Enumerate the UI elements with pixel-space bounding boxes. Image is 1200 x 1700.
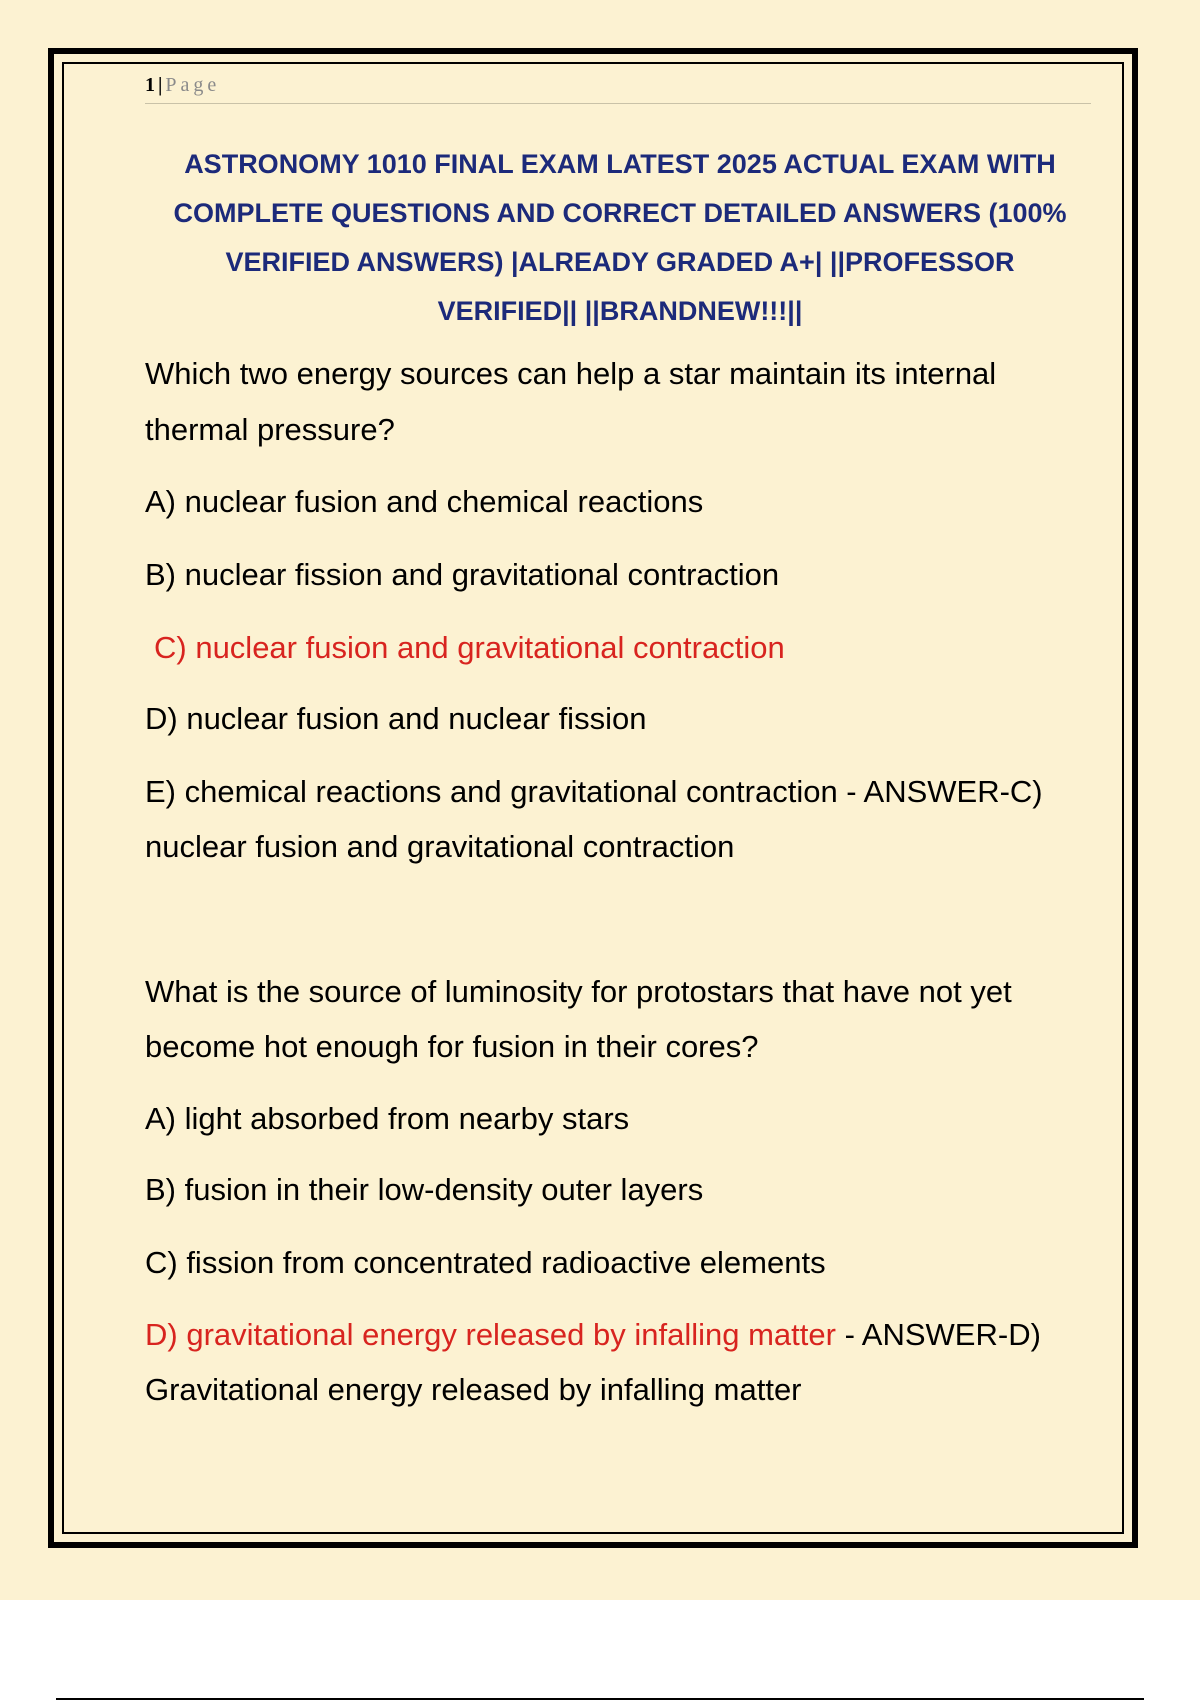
title-line: COMPLETE QUESTIONS AND CORRECT DETAILED ANSWERS (100% [173, 198, 1067, 228]
q1-option-d: D) nuclear fusion and nuclear fission [145, 701, 647, 736]
title-line: VERIFIED|| ||BRANDNEW!!!|| [437, 296, 803, 326]
q2-answer-text: Gravitational energy released by infalling matter [145, 1372, 802, 1407]
page-label: Page [165, 74, 221, 96]
q2-option-a: A) light absorbed from nearby stars [145, 1101, 630, 1136]
q2-option-d-correct: D) gravitational energy released by infalling matter [145, 1317, 836, 1352]
q1-option-b: B) nuclear fission and gravitational contraction [145, 557, 780, 592]
page-header-separator: | [158, 74, 163, 96]
q2-answer-label: - ANSWER-D) [835, 1317, 1041, 1352]
page-header [145, 74, 1091, 104]
q1-answer-text: nuclear fusion and gravitational contraction [145, 829, 735, 864]
q2-option-c: C) fission from concentrated radioactive elements [145, 1245, 826, 1280]
q2-option-d [145, 1317, 1105, 1353]
q1-option-c-correct: C) nuclear fusion and gravitational contraction [154, 630, 785, 665]
q1-option-a: A) nuclear fusion and chemical reactions [145, 484, 704, 519]
document-title [140, 140, 1100, 336]
page-number: 1 [145, 74, 155, 96]
q2-question-line2: become hot enough for fusion in their cores? [145, 1029, 759, 1064]
q1-question-line1: Which two energy sources can help a star maintain its internal [145, 356, 997, 391]
title-line: ASTRONOMY 1010 FINAL EXAM LATEST 2025 ACTUAL EXAM WITH [184, 149, 1056, 179]
title-line: VERIFIED ANSWERS) |ALREADY GRADED A+| ||PROFESSOR [225, 247, 1015, 277]
q1-option-e: E) chemical reactions and gravitational contraction - ANSWER-C) [145, 774, 1043, 809]
q1-question-line2: thermal pressure? [145, 412, 395, 447]
q2-question-line1: What is the source of luminosity for protostars that have not yet [145, 974, 1012, 1009]
q2-option-b: B) fusion in their low-density outer layers [145, 1172, 704, 1207]
